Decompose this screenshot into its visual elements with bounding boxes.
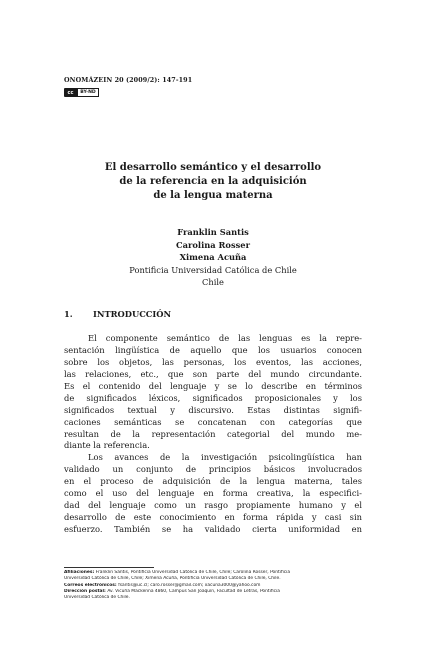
footnote-text: Universidad Católica de Chile. [64, 595, 130, 601]
paragraph-line: significados textual y discursivo. Estas distintas signifi- [64, 404, 362, 415]
author-name: Carolina Rosser [176, 239, 250, 250]
paragraph-line: Es el contenido del lenguaje y se lo describe en términos [64, 380, 362, 391]
paragraph-line: de significados léxicos, significados proposicionales y los [64, 392, 362, 403]
footnote-label: Dirección postal: [64, 588, 108, 594]
paragraph-line: Los avances de la investigación psicolingüística han [88, 452, 362, 463]
author-block [64, 226, 362, 289]
affiliation: Pontificia Universidad Católica de Chile [129, 264, 297, 275]
cc-icon: cc [64, 88, 77, 97]
paragraph-line: sentación lingüística de aquello que los usuarios conocen [64, 344, 362, 355]
journal-citation: ONOMÁZEIN 20 (2009/2): 147-191 [64, 76, 193, 84]
paragraph-line: diante la referencia. [64, 440, 150, 451]
footnote-text: Universidad Católica de Chile, Chile; Ximena Acuña, Pontificia Universidad Católica de Chile, Chile. [64, 576, 281, 582]
paragraph-line: dad del lenguaje como un rasgo propiamente humano y el [64, 500, 362, 511]
footnote-label: Correos electrónicos: [64, 582, 119, 588]
footnote-text: Franklin Santis, Pontificia Universidad Católica de Chile, Chile; Carolina Rosser, Pontificia [95, 570, 291, 575]
article-title [64, 161, 362, 203]
paragraph-line: en el proceso de adquisición de la lengua materna, tales [64, 476, 362, 487]
footnote [64, 570, 362, 601]
section-title: INTRODUCCIÓN [93, 309, 172, 319]
title-line: de la referencia en la adquisición [119, 176, 307, 187]
title-line: El desarrollo semántico y el desarrollo [104, 162, 322, 173]
paragraph-line: El componente semántico de las lenguas es la repre- [88, 333, 362, 343]
body-text [64, 333, 362, 536]
by-nd-icon: BY-ND [77, 88, 99, 97]
footnote-label: Afiliaciones: [64, 570, 96, 575]
author-name: Ximena Acuña [179, 252, 247, 263]
footnote-text: fsantis@uc.cl; caro.rosser@gmail.com; xacuna3000@yahoo.com [118, 582, 261, 588]
title-line: de la lengua materna [153, 190, 273, 201]
paragraph-line: desarrollo de este conocimiento en forma rápida y casi sin [64, 512, 362, 523]
paragraph-line: caciones semánticas se concatenan con categorías que [64, 416, 362, 427]
author-name: Franklin Santis [177, 227, 249, 237]
footnote-text: Av. Vicuña Mackenna 4860, Campus San Joaquín, Facultad de Letras, Pontificia [107, 588, 280, 594]
paragraph-line: resultan de la representación categorial del mundo me- [64, 428, 362, 439]
section-number: 1. [64, 309, 73, 319]
paragraph-line: sobre los objetos, las personas, los eventos, las acciones, [64, 356, 362, 367]
paragraph-line: validado un conjunto de principios básicos involucrados [64, 464, 362, 475]
paragraph-line: como el uso del lenguaje en forma creativa, la especifici- [64, 488, 362, 499]
country: Chile [202, 277, 224, 288]
footnote-divider [64, 567, 154, 568]
cc-license-badge[interactable] [64, 88, 99, 97]
footnote-line [64, 595, 362, 601]
paragraph-line: las relaciones, etc., que son parte del mundo circundante. [64, 368, 362, 379]
section-heading [64, 309, 171, 319]
paragraph-line: esfuerzo. También se ha validado cierta uniformidad en [64, 524, 362, 534]
